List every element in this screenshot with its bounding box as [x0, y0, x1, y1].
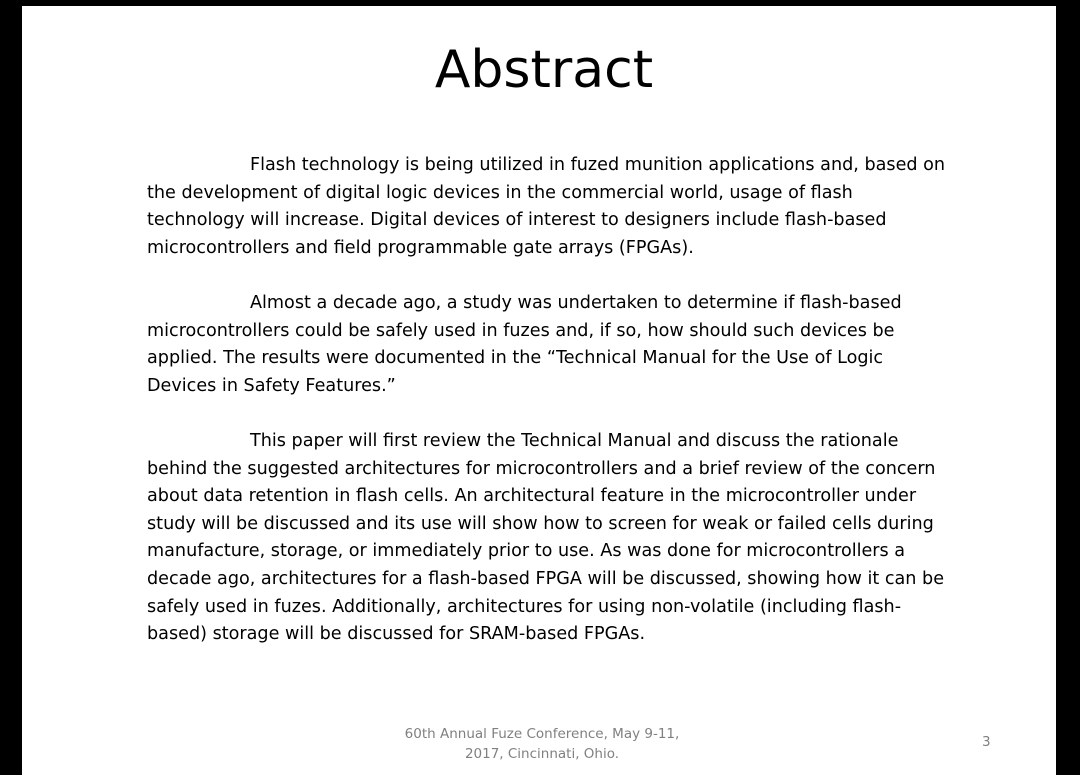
abstract-paragraph-2: Almost a decade ago, a study was undertaken to determine if flash-based microcontrollers could be safely used in fuzes and, if so, how should such devices be applied. The results were documented in the “Technical Manual for the Use of Logic Devices in Safety Features.” — [147, 292, 902, 396]
slide-number: 3 — [982, 734, 991, 750]
slide-footer — [362, 724, 722, 764]
abstract-body — [147, 152, 947, 649]
abstract-paragraph-1: Flash technology is being utilized in fuzed munition applications and, based on the development of digital logic devices in the commercial world, usage of flash technology will increase. Digital devices of interest to designers include flash-based microcontrollers and field programmable gate arrays (FPGAs). — [147, 155, 946, 258]
footer-line-1: 60th Annual Fuze Conference, May 9-11, — [404, 726, 680, 742]
footer-line-2: 2017, Cincinnati, Ohio. — [464, 746, 620, 762]
slide-title: Abstract — [434, 40, 654, 100]
slide — [22, 6, 1056, 775]
abstract-paragraph-3: This paper will first review the Technical Manual and discuss the rationale behind the suggested architectures for microcontrollers and a brief review of the concern about data retention in flash cells. An architectural feature in the microcontroller under study will be discussed and its use will show how to screen for weak or failed cells during manufacture, storage, or immediately prior to use. As was done for microcontrollers a decade ago, architectures for a flash-based FPGA will be discussed, showing how it can be safely used in fuzes. Additionally, architectures for using non-volatile (including flash-based) storage will be discussed for SRAM-based FPGAs. — [147, 430, 945, 645]
